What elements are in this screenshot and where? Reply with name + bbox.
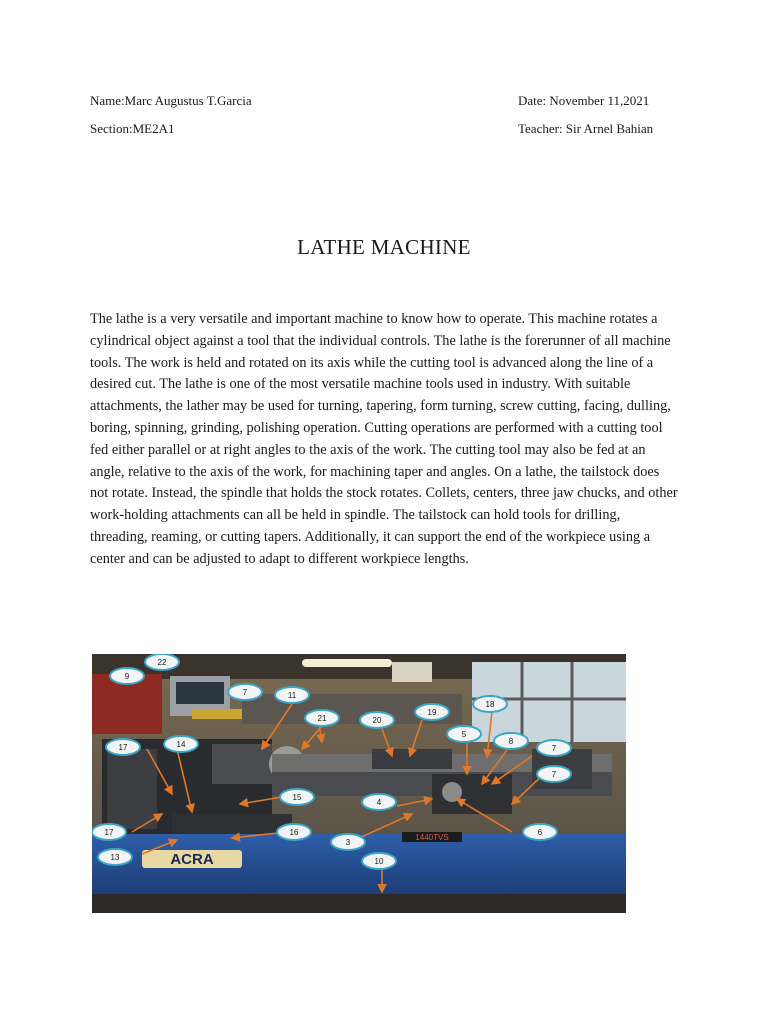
svg-text:8: 8 (508, 737, 514, 746)
callout-8 (473, 696, 507, 712)
body-paragraph: The lathe is a very versatile and important machine to know how to operate. This machine rotates a cylindrical object against a tool that the individual controls. The lathe is the forerunner of all machine tools. The work is held and rotated on its axis while the cutting tool is advanced along the line of a desired cut. The lathe is one of the most versatile machine tools used in industry. With suitable attachments, the lather may be used for turning, tapering, form turning, screw cutting, facing, dulling, boring, spinning, grinding, polishing operation. Cutting operations are performed with a cutting tool fed either parallel or at right angles to the axis of the work. The cutting tool may also be fed at an angle, relative to the axis of the work, for machining taper and angles. On a lathe, the tailstock does not rotate. Instead, the spindle that holds the stock rotates. Collets, centers, three jaw chucks, and other work-holding attachments can all be held in spindle. The tailstock can hold tools for drilling, threading, reaming, or cutting tapers. Additionally, it can support the end of the workpiece using a center and can be adjusted to adapt to different workpiece lengths. (90, 311, 678, 567)
student-name: Name:Marc Augustus T.Garcia (90, 93, 252, 108)
svg-text:4: 4 (376, 798, 382, 807)
callout-6 (360, 712, 394, 728)
svg-text:18: 18 (485, 700, 495, 709)
callout-22 (362, 853, 396, 869)
callout-21 (98, 849, 132, 865)
svg-text:17: 17 (118, 743, 128, 752)
callout-11 (537, 740, 571, 756)
callout-12 (537, 766, 571, 782)
date-label: Date: November 11,2021 (518, 93, 650, 108)
svg-text:14: 14 (176, 740, 186, 749)
section-label: Section:ME2A1 (90, 121, 175, 136)
callout-13 (106, 739, 140, 755)
svg-text:9: 9 (124, 672, 130, 681)
callout-16 (362, 794, 396, 810)
svg-text:22: 22 (157, 658, 167, 667)
callout-2 (110, 668, 144, 684)
svg-text:11: 11 (287, 691, 297, 700)
callout-15 (280, 789, 314, 805)
svg-text:20: 20 (372, 716, 382, 725)
brand-plate: ACRA (170, 851, 214, 868)
callout-17 (523, 824, 557, 840)
callout-9 (447, 726, 481, 742)
model-plate: 1440TVS (415, 833, 449, 842)
svg-text:6: 6 (537, 828, 543, 837)
callout-1 (145, 654, 179, 670)
svg-text:13: 13 (110, 853, 120, 862)
callout-10 (494, 733, 528, 749)
svg-text:17: 17 (104, 828, 114, 837)
lathe-photo (92, 654, 626, 913)
svg-text:10: 10 (374, 857, 384, 866)
callout-19 (277, 824, 311, 840)
svg-text:15: 15 (292, 793, 302, 802)
svg-text:7: 7 (551, 770, 557, 779)
callout-4 (275, 687, 309, 703)
svg-text:19: 19 (427, 708, 437, 717)
svg-text:7: 7 (551, 744, 557, 753)
svg-text:16: 16 (289, 828, 299, 837)
callout-14 (164, 736, 198, 752)
callout-20 (331, 834, 365, 850)
svg-text:21: 21 (317, 714, 327, 723)
svg-text:7: 7 (242, 688, 248, 697)
callout-7 (415, 704, 449, 720)
svg-text:5: 5 (461, 730, 467, 739)
teacher-label: Teacher: Sir Arnel Bahian (518, 121, 654, 136)
svg-text:3: 3 (345, 838, 351, 847)
callout-5 (305, 710, 339, 726)
document-title: LATHE MACHINE (297, 235, 471, 259)
callout-3 (228, 684, 262, 700)
callout-18 (92, 824, 126, 840)
